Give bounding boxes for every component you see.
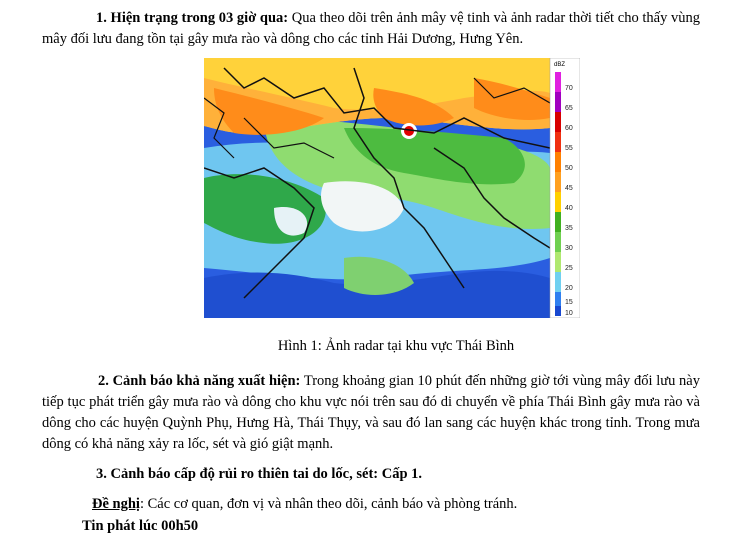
section2-heading: 2. Cảnh báo khả năng xuất hiện: xyxy=(98,373,301,389)
scale-swatch-70 xyxy=(555,72,561,92)
scale-swatch-45 xyxy=(555,172,561,192)
scale-swatch-40 xyxy=(555,192,561,212)
scale-tick: 30 xyxy=(565,245,573,252)
scale-tick: 50 xyxy=(565,165,573,172)
scale-tick: 10 xyxy=(565,310,573,317)
dbz-color-scale xyxy=(550,58,580,318)
scale-tick: 15 xyxy=(565,299,573,306)
radar-map xyxy=(204,58,550,318)
recommendation-label: Đề nghị xyxy=(92,496,140,512)
scale-tick: 35 xyxy=(565,225,573,232)
scale-swatch-30 xyxy=(555,232,561,252)
issued-time: Tin phát lúc 00h50 xyxy=(82,518,199,534)
scale-tick: 20 xyxy=(565,285,573,292)
scale-tick: 65 xyxy=(565,105,573,112)
scale-swatch-50 xyxy=(555,152,561,172)
recommendation xyxy=(92,494,692,515)
scale-swatch-60 xyxy=(555,112,561,132)
scale-swatch-35 xyxy=(555,212,561,232)
scale-tick: 25 xyxy=(565,265,573,272)
scale-tick: 45 xyxy=(565,185,573,192)
scale-swatch-15 xyxy=(555,292,561,306)
scale-unit: dBZ xyxy=(554,62,566,68)
scale-tick: 40 xyxy=(565,205,573,212)
section3-heading: 3. Cảnh báo cấp độ rủi ro thiên tai do lốc, sét: Cấp 1. xyxy=(96,466,423,482)
section-warning xyxy=(42,371,700,455)
scale-swatch-25 xyxy=(555,252,561,272)
scale-tick: 60 xyxy=(565,125,573,132)
section1-text: Qua theo dõi trên ảnh mây vệ tinh và ảnh radar thời tiết cho thấy vùng mây đối lưu đang tồn tại gây mưa rào và dông cho các tỉnh Hải Dương, Hưng Yên. xyxy=(42,10,700,47)
scale-swatch-20 xyxy=(555,272,561,292)
scale-tick: 70 xyxy=(565,85,573,92)
scale-swatch-65 xyxy=(555,92,561,112)
scale-swatch-55 xyxy=(555,132,561,152)
scale-swatch-10 xyxy=(555,306,561,316)
section1-heading: 1. Hiện trạng trong 03 giờ qua: xyxy=(96,10,289,26)
section-current-status xyxy=(42,8,700,50)
section-risk-level xyxy=(96,464,696,485)
section2-text: Trong khoảng gian 10 phút đến những giờ tới vùng mây đối lưu này tiếp tục phát triển gây mưa rào và dông cho khu vực nói trên sau đó di chuyển về phía Thái Bình gây mưa rào và dông cho các huyện Quỳnh Phụ, Hưng Hà, Thái Thụy, và sau đó lan sang các huyện khác trong tỉnh. Trong mưa dông có khả năng xảy ra lốc, sét và gió giật mạnh. xyxy=(42,373,700,452)
scale-tick: 55 xyxy=(565,145,573,152)
radar-image xyxy=(204,58,580,318)
figure-caption: Hình 1: Ảnh radar tại khu vực Thái Bình xyxy=(277,338,515,354)
recommendation-text: : Các cơ quan, đơn vị và nhân theo dõi, cảnh báo và phòng tránh. xyxy=(139,496,518,512)
